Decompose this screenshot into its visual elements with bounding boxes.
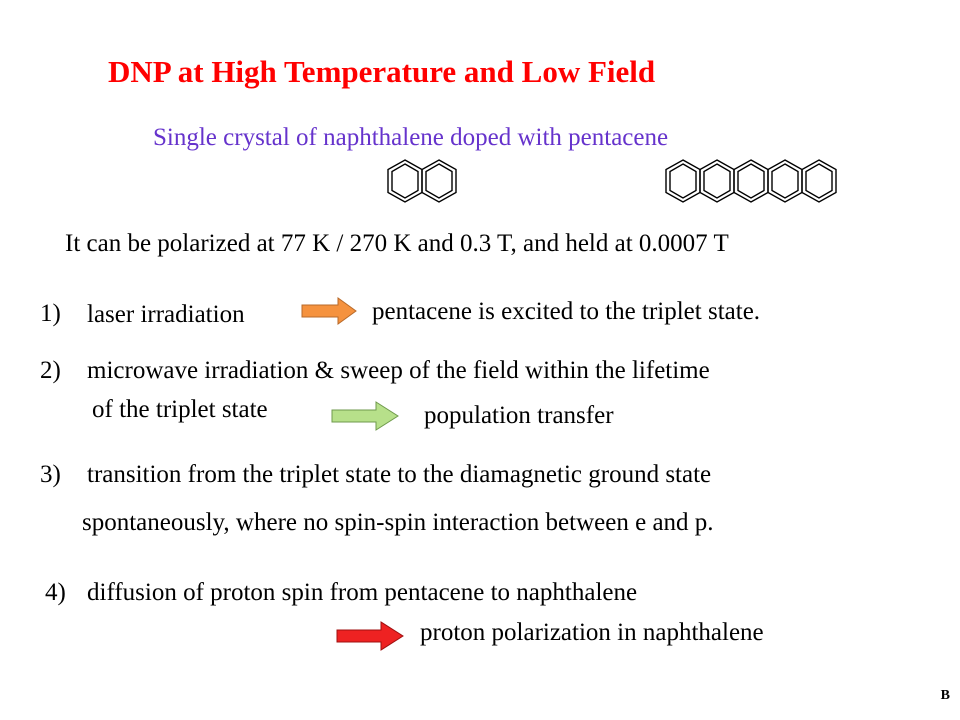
orange-arrow-icon	[300, 296, 358, 326]
pentacene-structure-icon	[665, 158, 849, 204]
red-arrow-icon	[335, 620, 405, 652]
slide-subtitle: Single crystal of naphthalene doped with pentacene	[153, 124, 669, 151]
step-3-number: 3)	[40, 461, 61, 488]
step-2-text: microwave irradiation & sweep of the field within the lifetime	[87, 357, 710, 384]
step-4-number: 4)	[45, 579, 66, 606]
step-2-number: 2)	[40, 357, 61, 384]
naphthalene-structure-icon	[387, 158, 461, 204]
step-1-result: pentacene is excited to the triplet state.	[372, 298, 761, 325]
step-3-text: transition from the triplet state to the diamagnetic ground state	[87, 461, 712, 488]
step-2-result: population transfer	[424, 402, 614, 429]
green-arrow-icon	[330, 400, 400, 432]
step-4-result: proton polarization in naphthalene	[420, 619, 764, 646]
step-1-number: 1)	[40, 300, 61, 327]
polarization-note: It can be polarized at 77 K / 270 K and 0.3 T, and held at 0.0007 T	[65, 230, 729, 257]
step-3-text-continued: spontaneously, where no spin-spin interaction between e and p.	[82, 509, 714, 536]
slide-title: DNP at High Temperature and Low Field	[108, 54, 656, 89]
step-1-text: laser irradiation	[87, 301, 245, 328]
step-2-text-continued: of the triplet state	[92, 396, 268, 423]
step-4-text: diffusion of proton spin from pentacene to naphthalene	[87, 579, 638, 606]
slide-mark: B	[940, 688, 950, 703]
